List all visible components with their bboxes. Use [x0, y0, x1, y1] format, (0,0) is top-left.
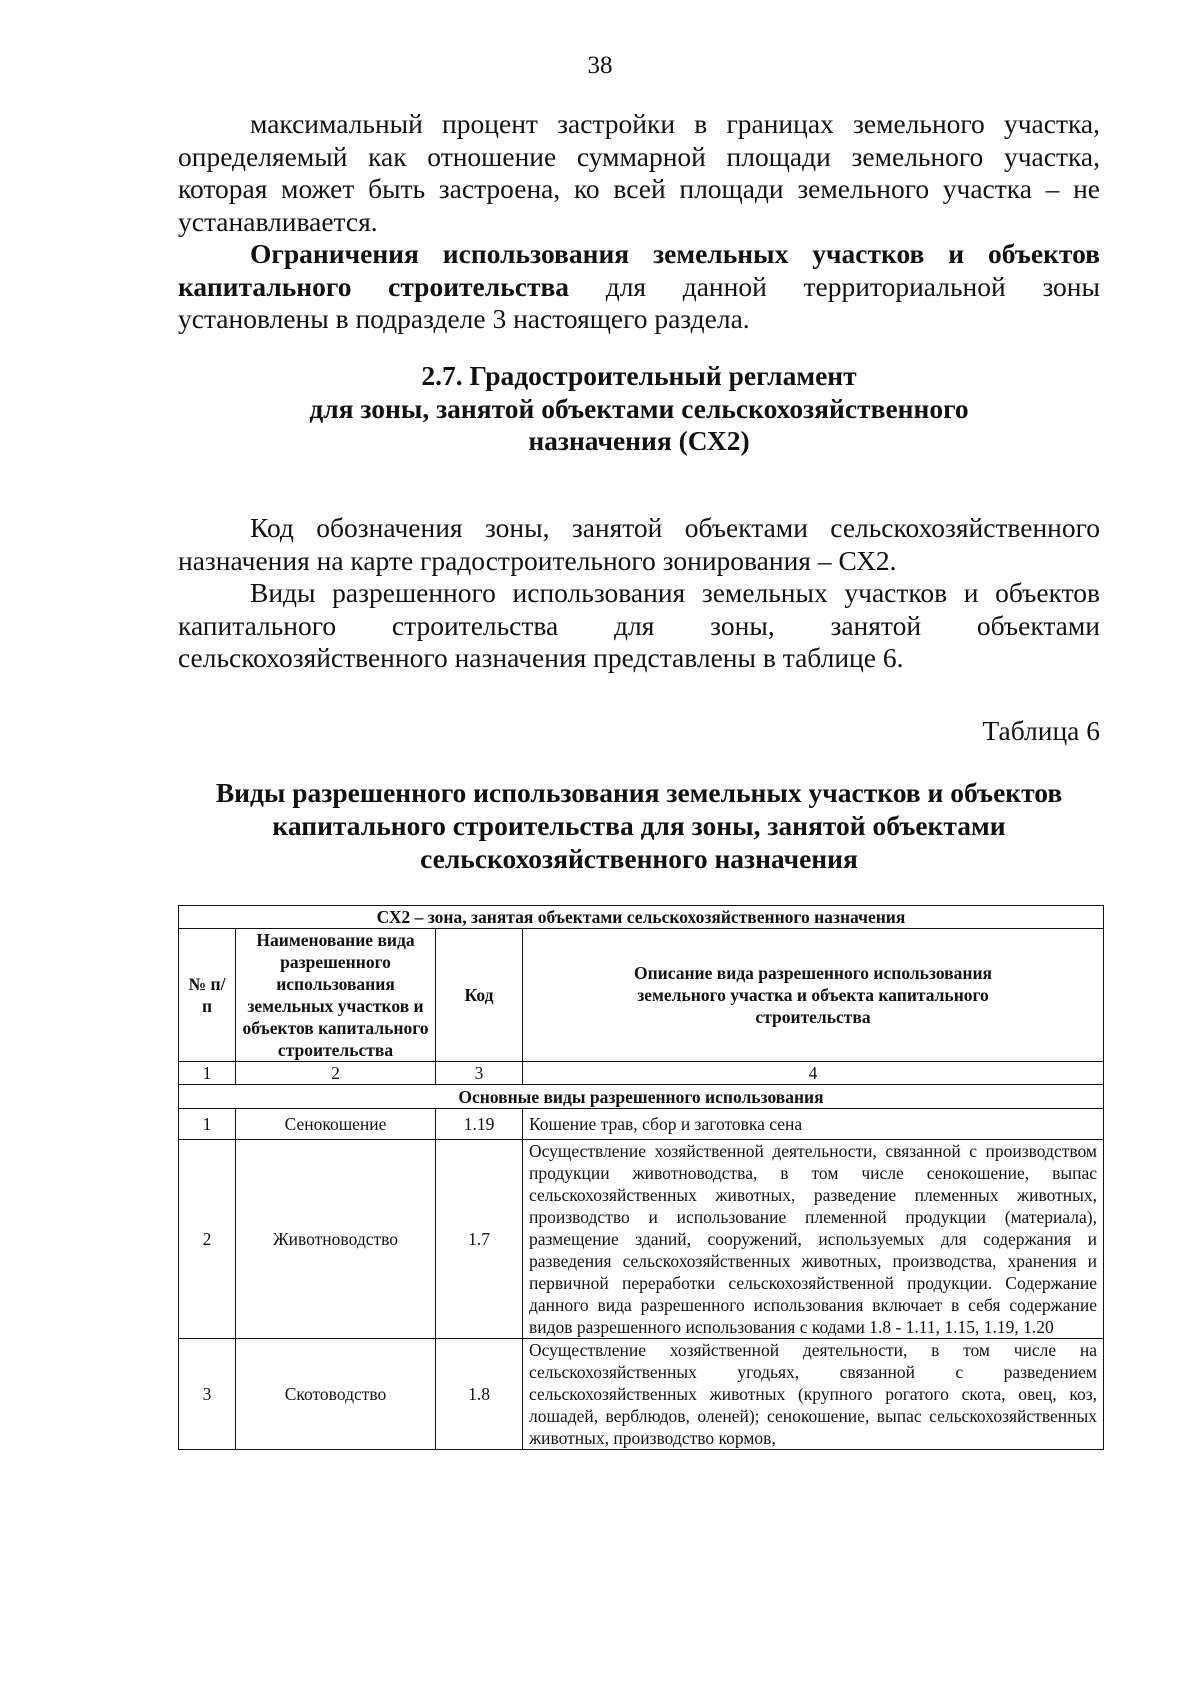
column-number-row	[179, 1062, 1104, 1085]
table-row	[179, 1339, 1104, 1450]
intro-text	[178, 108, 1100, 336]
header-desc: Описание вида разрешенного использования земельного участка и объекта капитального строительства	[523, 929, 1104, 1062]
table-row	[179, 1140, 1104, 1339]
section-label: Основные виды разрешенного использования	[179, 1085, 1104, 1109]
column-number: 4	[523, 1062, 1104, 1085]
row-name: Скотоводство	[236, 1339, 436, 1450]
table-zone-title: СХ2 – зона, занятая объектами сельскохозяйственного назначения	[179, 906, 1104, 929]
header-name: Наименование вида разрешенного использования земельных участков и объектов капитального строительства	[236, 929, 436, 1062]
intro-paragraph-2	[178, 238, 1100, 336]
row-num: 2	[179, 1140, 236, 1339]
row-code: 1.7	[436, 1140, 523, 1339]
section-label-row	[179, 1085, 1104, 1109]
row-name: Животноводство	[236, 1140, 436, 1339]
header-num: № п/п	[179, 929, 236, 1062]
section-heading-line-2: для зоны, занятой объектами сельскохозяйственного	[309, 392, 969, 424]
row-desc: Осуществление хозяйственной деятельности, связанной с производством продукции животноводства, в том числе сенокошение, выпас сельскохозяйственных животных, разведение племенных животных, производство и использование племенной продукции (материала), размещение зданий, сооружений, используемых для содержания и разведения сельскохозяйственных животных, производства, хранения и первичной переработки сельскохозяйственной продукции. Содержание данного вида разрешенного использования включает в себя содержание видов разрешенного использования с кодами 1.8 - 1.11, 1.15, 1.19, 1.20	[523, 1140, 1104, 1339]
row-desc: Кошение трав, сбор и заготовка сена	[523, 1109, 1104, 1140]
section-heading-line-3: назначения (СХ2)	[528, 425, 750, 456]
header-code: Код	[436, 929, 523, 1062]
table-header-row	[179, 929, 1104, 1062]
permitted-use-table	[178, 905, 1104, 1450]
section-heading-line-1: 2.7. Градостроительный регламент	[421, 360, 857, 391]
column-number: 3	[436, 1062, 523, 1085]
row-num: 3	[179, 1339, 236, 1450]
table-zone-row	[179, 906, 1104, 929]
row-name: Сенокошение	[236, 1109, 436, 1140]
column-number: 1	[179, 1062, 236, 1085]
section-heading	[178, 360, 1100, 458]
body-text	[178, 512, 1100, 675]
table-title-line-3: сельскохозяйственного назначения	[420, 843, 858, 874]
table-title	[178, 776, 1100, 875]
table-title-line-2: капитального строительства для зоны, занятой объектами	[272, 810, 1006, 841]
row-code: 1.19	[436, 1109, 523, 1140]
page-number: 38	[587, 52, 613, 79]
body-paragraph-2: Виды разрешенного использования земельных участков и объектов капитального строительства для зоны, занятой объектами сельскохозяйственного назначения представлены в таблице 6.	[178, 577, 1100, 673]
intro-paragraph-1: максимальный процент застройки в границах земельного участка, определяемый как отношение суммарной площади земельного участка, которая может быть застроена, ко всей площади земельного участка – не устанавливается.	[178, 108, 1100, 237]
table-title-line-1: Виды разрешенного использования земельных участков и объектов	[215, 777, 1063, 808]
column-number: 2	[236, 1062, 436, 1085]
table-row	[179, 1109, 1104, 1140]
row-code: 1.8	[436, 1339, 523, 1450]
restrictions-rest-text: для данной территориальной зоны установлены в подразделе 3 настоящего раздела.	[178, 270, 1100, 334]
row-desc: Осуществление хозяйственной деятельности, в том числе на сельскохозяйственных угодьях, связанной с разведением сельскохозяйственных животных (крупного рогатого скота, овец, коз, лошадей, верблюдов, оленей); сенокошение, выпас сельскохозяйственных животных, производство кормов,	[523, 1339, 1104, 1450]
body-paragraph-1: Код обозначения зоны, занятой объектами сельскохозяйственного назначения на карте градостроительного зонирования – СХ2.	[178, 512, 1100, 576]
row-num: 1	[179, 1109, 236, 1140]
restrictions-bold-text: Ограничения использования земельных участков и объектов капитального строительства	[178, 238, 1100, 302]
table-caption: Таблица 6	[982, 715, 1100, 746]
